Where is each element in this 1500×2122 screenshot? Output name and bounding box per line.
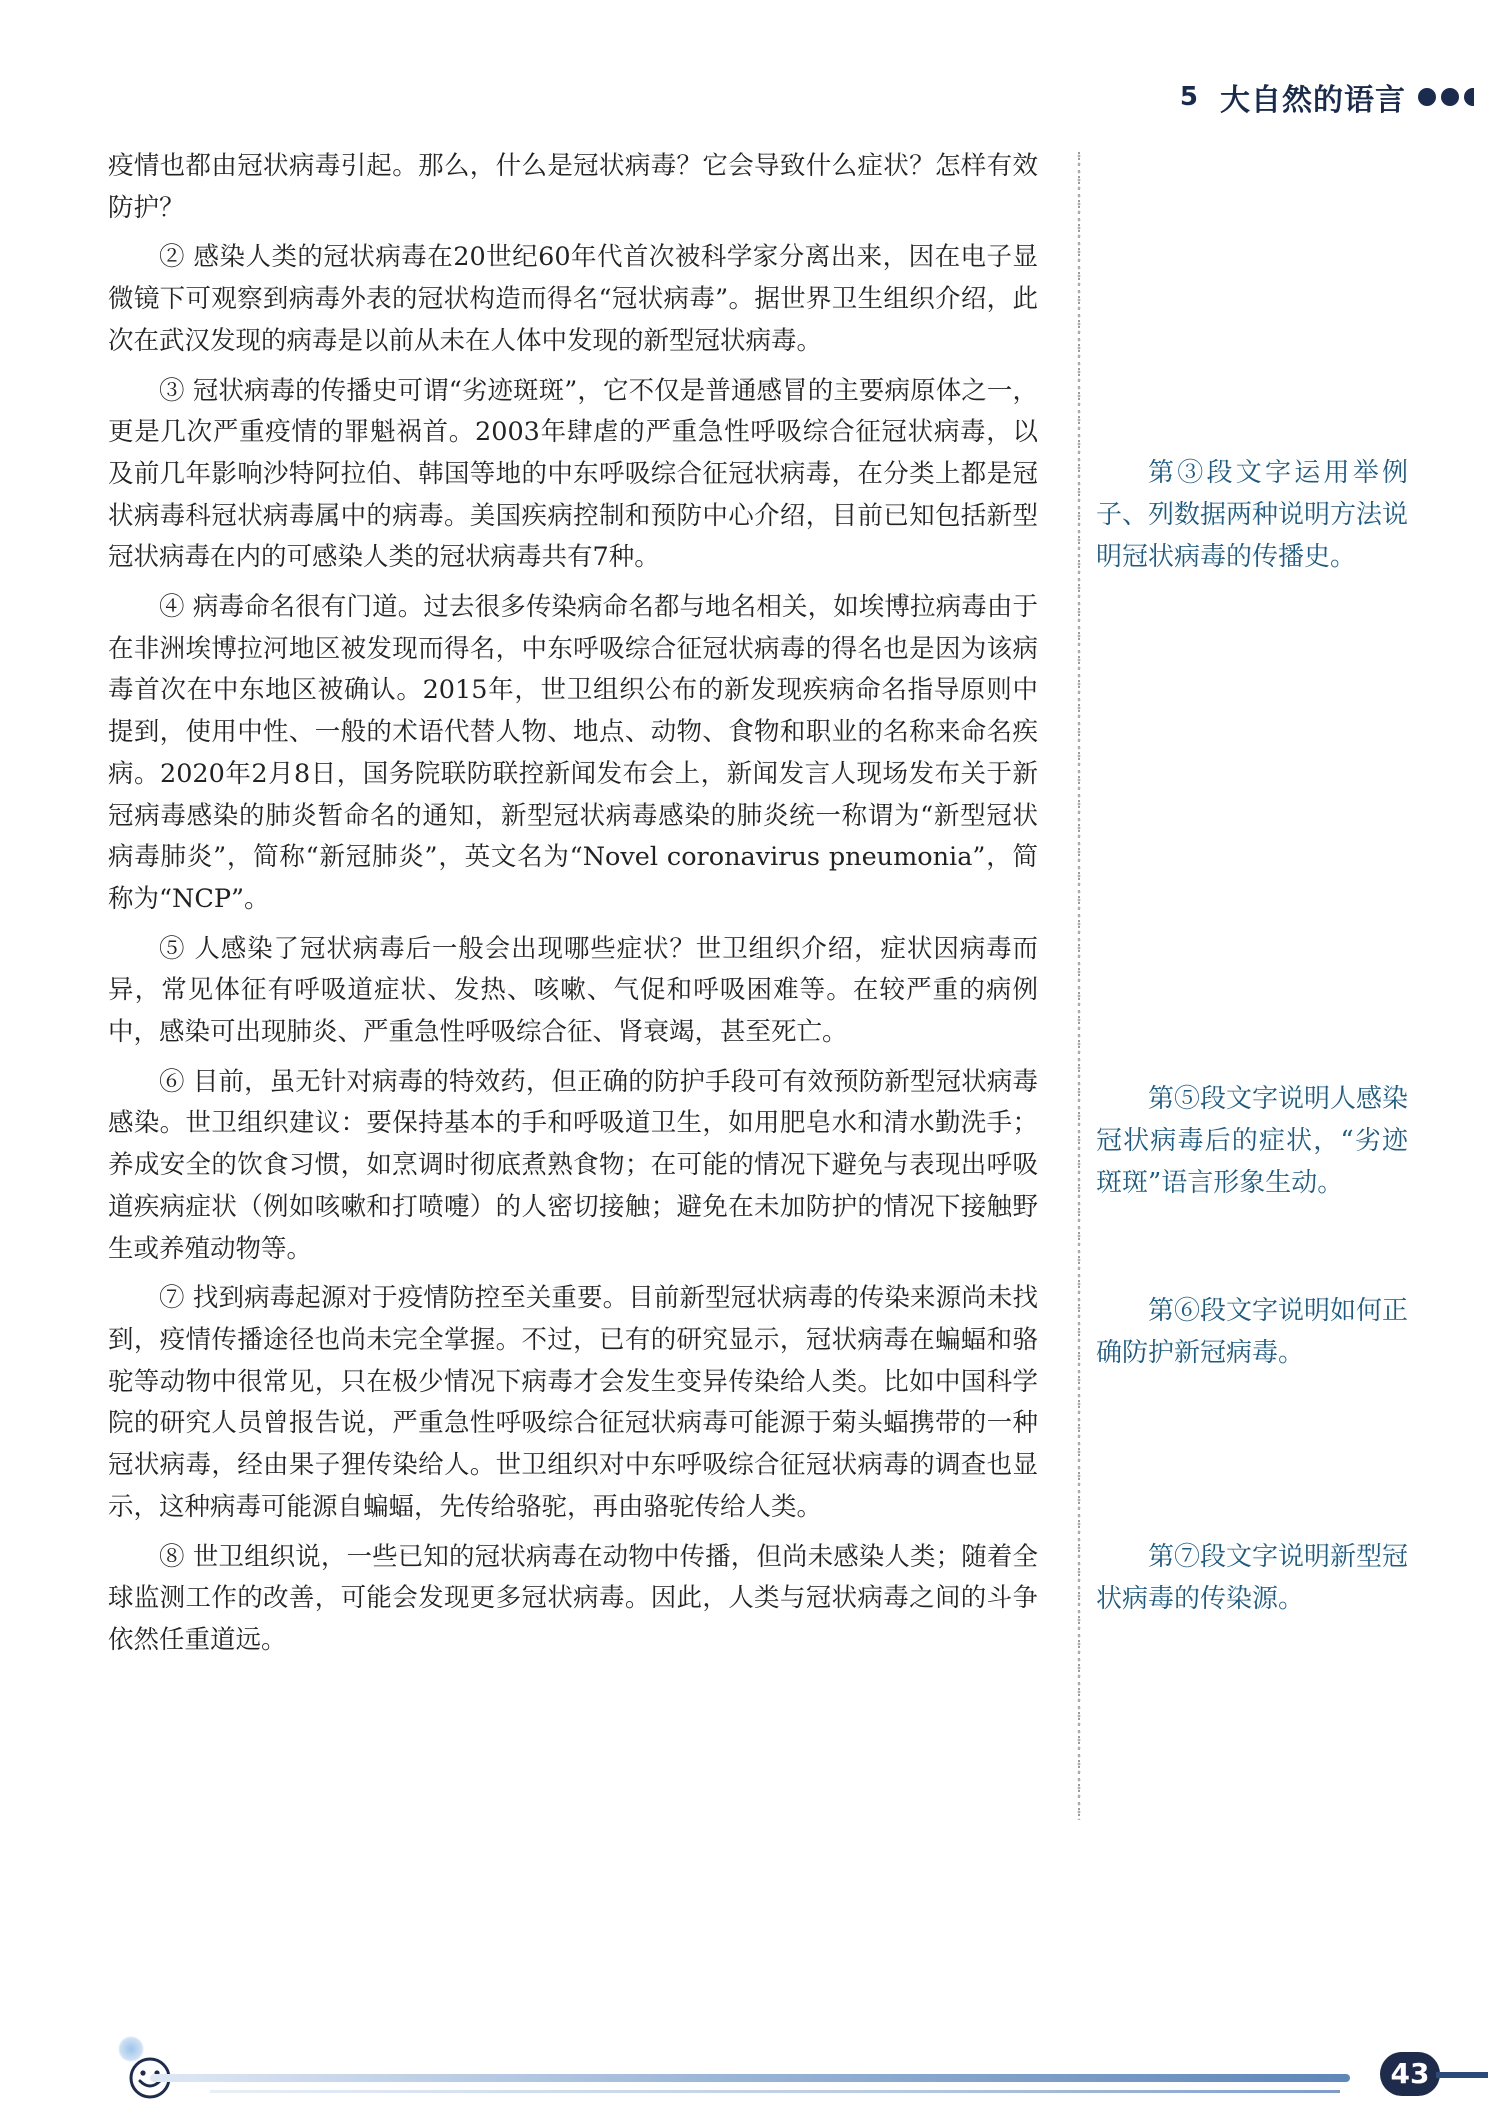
footer-bar <box>150 2074 1350 2082</box>
side-note-text: 第⑤段文字说明人感染冠状病毒后的症状，“劣迹斑斑”语言形象生动。 <box>1096 1084 1409 1198</box>
side-note-text: 第⑦段文字说明新型冠状病毒的传染源。 <box>1096 1542 1409 1614</box>
chapter-title: 大自然的语言 <box>1220 83 1406 118</box>
chapter-header <box>1180 74 1474 120</box>
header-dots-icon <box>1418 88 1474 106</box>
chapter-number: 5 <box>1179 82 1198 112</box>
paragraph-7: ⑦ 找到病毒起源对于疫情防控至关重要。目前新型冠状病毒的传染来源尚未找到，疫情传播途径也尚未完全掌握。不过，已有的研究显示，冠状病毒在蝙蝠和骆驼等动物中很常见，只在极少情况下病毒才会发生变异传染给人类。比如中国科学院的研究人员曾报告说，严重急性呼吸综合征冠状病毒可能源于菊头蝠携带的一种冠状病毒，经由果子狸传染给人。世卫组织对中东呼吸综合征冠状病毒的调查也显示，这种病毒可能源自蝙蝠，先传给骆驼，再由骆驼传给人类。 <box>108 1283 1038 1522</box>
side-note-paragraph-6 <box>1096 1290 1408 1374</box>
side-note-paragraph-5 <box>1096 1078 1408 1204</box>
side-note-paragraph-7 <box>1096 1536 1408 1620</box>
paragraph-4: ④ 病毒命名很有门道。过去很多传染病命名都与地名相关，如埃博拉病毒由于在非洲埃博拉河地区被发现而得名，中东呼吸综合征冠状病毒的得名也是因为该病毒首次在中东地区被确认。2015年，世卫组织公布的新发现疾病命名指导原则中提到，使用中性、一般的术语代替人物、地点、动物、食物和职业的名称来命名疾病。2020年2月8日，国务院联防联控新闻发布会上，新闻发言人现场发布关于新冠病毒感染的肺炎暂命名的通知，新型冠状病毒感染的肺炎统一称谓为“新型冠状病毒肺炎”，简称“新冠肺炎”，英文名为“Novel coronavirus pneumonia”，简称为“NCP”。 <box>108 592 1038 914</box>
footer-bar-thin <box>210 2090 1340 2093</box>
paragraph-5: ⑤ 人感染了冠状病毒后一般会出现哪些症状？世卫组织介绍，症状因病毒而异，常见体征有呼吸道症状、发热、咳嗽、气促和呼吸困难等。在较严重的病例中，感染可出现肺炎、严重急性呼吸综合征、肾衰竭，甚至死亡。 <box>108 933 1038 1048</box>
paragraph-8: ⑧ 世卫组织说，一些已知的冠状病毒在动物中传播，但尚未感染人类；随着全球监测工作的改善，可能会发现更多冠状病毒。因此，人类与冠状病毒之间的斗争依然任重道远。 <box>108 1541 1038 1655</box>
paragraph-3: ③ 冠状病毒的传播史可谓“劣迹斑斑”，它不仅是普通感冒的主要病原体之一，更是几次严重疫情的罪魁祸首。2003年肆虐的严重急性呼吸综合征冠状病毒，以及前几年影响沙特阿拉伯、韩国等地的中东呼吸综合征冠状病毒，在分类上都是冠状病毒科冠状病毒属中的病毒。美国疾病控制和预防中心介绍，目前已知包括新型冠状病毒在内的可感染人类的冠状病毒共有7种。 <box>108 375 1038 573</box>
side-note-text: 第⑥段文字说明如何正确防护新冠病毒。 <box>1096 1296 1409 1368</box>
page-badge-tail <box>1436 2072 1488 2078</box>
dotted-divider <box>1074 152 1084 1820</box>
main-text <box>108 146 1038 1670</box>
side-note-paragraph-3 <box>1096 452 1408 578</box>
side-note-text: 第③段文字运用举例子、列数据两种说明方法说明冠状病毒的传播史。 <box>1096 458 1409 572</box>
paragraph-6: ⑥ 目前，虽无针对病毒的特效药，但正确的防护手段可有效预防新型冠状病毒感染。世卫组织建议：要保持基本的手和呼吸道卫生，如用肥皂水和清水勤洗手；养成安全的饮食习惯，如烹调时彻底煮熟食物；在可能的情况下避免与表现出呼吸道疾病症状（例如咳嗽和打喷嚏）的人密切接触；避免在未加防护的情况下接触野生或养殖动物等。 <box>108 1066 1038 1264</box>
paragraph-continued: 疫情也都由冠状病毒引起。那么，什么是冠状病毒？它会导致什么症状？怎样有效防护？ <box>108 151 1038 223</box>
paragraph-2: ② 感染人类的冠状病毒在20世纪60年代首次被科学家分离出来，因在电子显微镜下可观察到病毒外表的冠状构造而得名“冠状病毒”。据世界卫生组织介绍，此次在武汉发现的病毒是以前从未在人体中发现的新型冠状病毒。 <box>108 242 1038 356</box>
page-number: 43 <box>1380 2052 1440 2096</box>
